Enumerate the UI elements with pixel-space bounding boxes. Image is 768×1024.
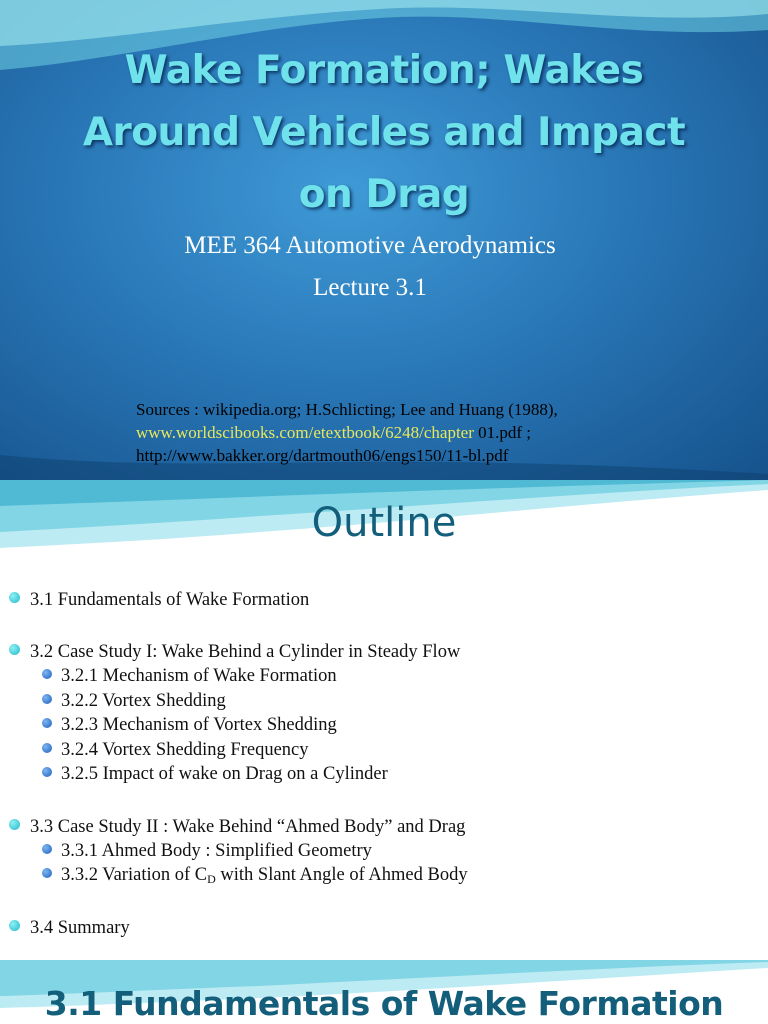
bullet-icon bbox=[42, 718, 52, 728]
outline-slide bbox=[0, 480, 768, 960]
bullet-icon bbox=[9, 592, 20, 603]
list-item bbox=[0, 916, 768, 940]
sources-block bbox=[136, 398, 756, 467]
list-item bbox=[0, 640, 768, 664]
sub-list-item bbox=[0, 664, 768, 689]
text-part: 3.3.2 Variation of C bbox=[61, 865, 208, 885]
title-line: on Drag bbox=[298, 172, 470, 217]
slide-title: 3.1 Fundamentals of Wake Formation bbox=[44, 984, 724, 1023]
text-part: with Slant Angle of Ahmed Body bbox=[215, 865, 468, 885]
list-item-text: 3.2.2 Vortex Shedding bbox=[61, 690, 226, 711]
outline-list bbox=[0, 588, 768, 940]
lecture-number: Lecture 3.1 bbox=[313, 274, 427, 301]
sub-list-item bbox=[0, 839, 768, 864]
list-item-text: 3.3.1 Ahmed Body : Simplified Geometry bbox=[61, 840, 372, 861]
sources-link[interactable]: www.worldscibooks.com/etextbook/6248/chapter bbox=[136, 423, 474, 442]
title-line: Wake Formation; Wakes bbox=[124, 48, 644, 93]
bullet-icon bbox=[9, 819, 20, 830]
list-item-text: 3.2.3 Mechanism of Vortex Shedding bbox=[61, 715, 337, 735]
bullet-icon bbox=[9, 644, 20, 655]
bullet-icon bbox=[9, 920, 20, 931]
bullet-icon bbox=[42, 669, 52, 679]
bullet-icon bbox=[42, 767, 52, 777]
subscript: D bbox=[207, 872, 216, 886]
bullet-icon bbox=[42, 743, 52, 753]
title-slide bbox=[0, 0, 768, 480]
list-item-text: 3.2 Case Study I: Wake Behind a Cylinder in Steady Flow bbox=[30, 642, 461, 662]
list-item-text: 3.4 Summary bbox=[30, 917, 130, 938]
bullet-icon bbox=[42, 868, 52, 878]
list-item-text: 3.3 Case Study II : Wake Behind “Ahmed Body” and Drag bbox=[30, 816, 466, 837]
sub-list-item bbox=[0, 713, 768, 738]
course-subtitle: MEE 364 Automotive Aerodynamics bbox=[184, 232, 556, 259]
bullet-icon bbox=[42, 694, 52, 704]
title-line: Around Vehicles and Impact bbox=[82, 110, 686, 155]
sub-list-item bbox=[0, 863, 768, 888]
list-item bbox=[0, 815, 768, 839]
slide-title: Outline bbox=[311, 500, 457, 546]
slide-title bbox=[30, 40, 738, 226]
sources-line: Sources : wikipedia.org; H.Schlicting; Lee and Huang (1988), bbox=[136, 400, 558, 419]
sources-line: http://www.bakker.org/dartmouth06/engs150/11-bl.pdf bbox=[136, 446, 509, 465]
sub-list-item bbox=[0, 738, 768, 763]
list-item-text: 3.2.4 Vortex Shedding Frequency bbox=[61, 739, 309, 760]
list-item bbox=[0, 588, 768, 612]
sources-line bbox=[136, 421, 756, 444]
sources-link-suffix: 01.pdf ; bbox=[473, 423, 532, 442]
list-item-text: 3.2.1 Mechanism of Wake Formation bbox=[61, 666, 337, 686]
bullet-icon bbox=[42, 844, 52, 854]
section-slide bbox=[0, 960, 768, 1024]
list-item-text: 3.2.5 Impact of wake on Drag on a Cylinder bbox=[61, 764, 388, 784]
sub-list-item bbox=[0, 762, 768, 787]
list-item-text: 3.1 Fundamentals of Wake Formation bbox=[30, 590, 310, 610]
list-item-text bbox=[61, 865, 468, 885]
sub-list-item bbox=[0, 689, 768, 714]
